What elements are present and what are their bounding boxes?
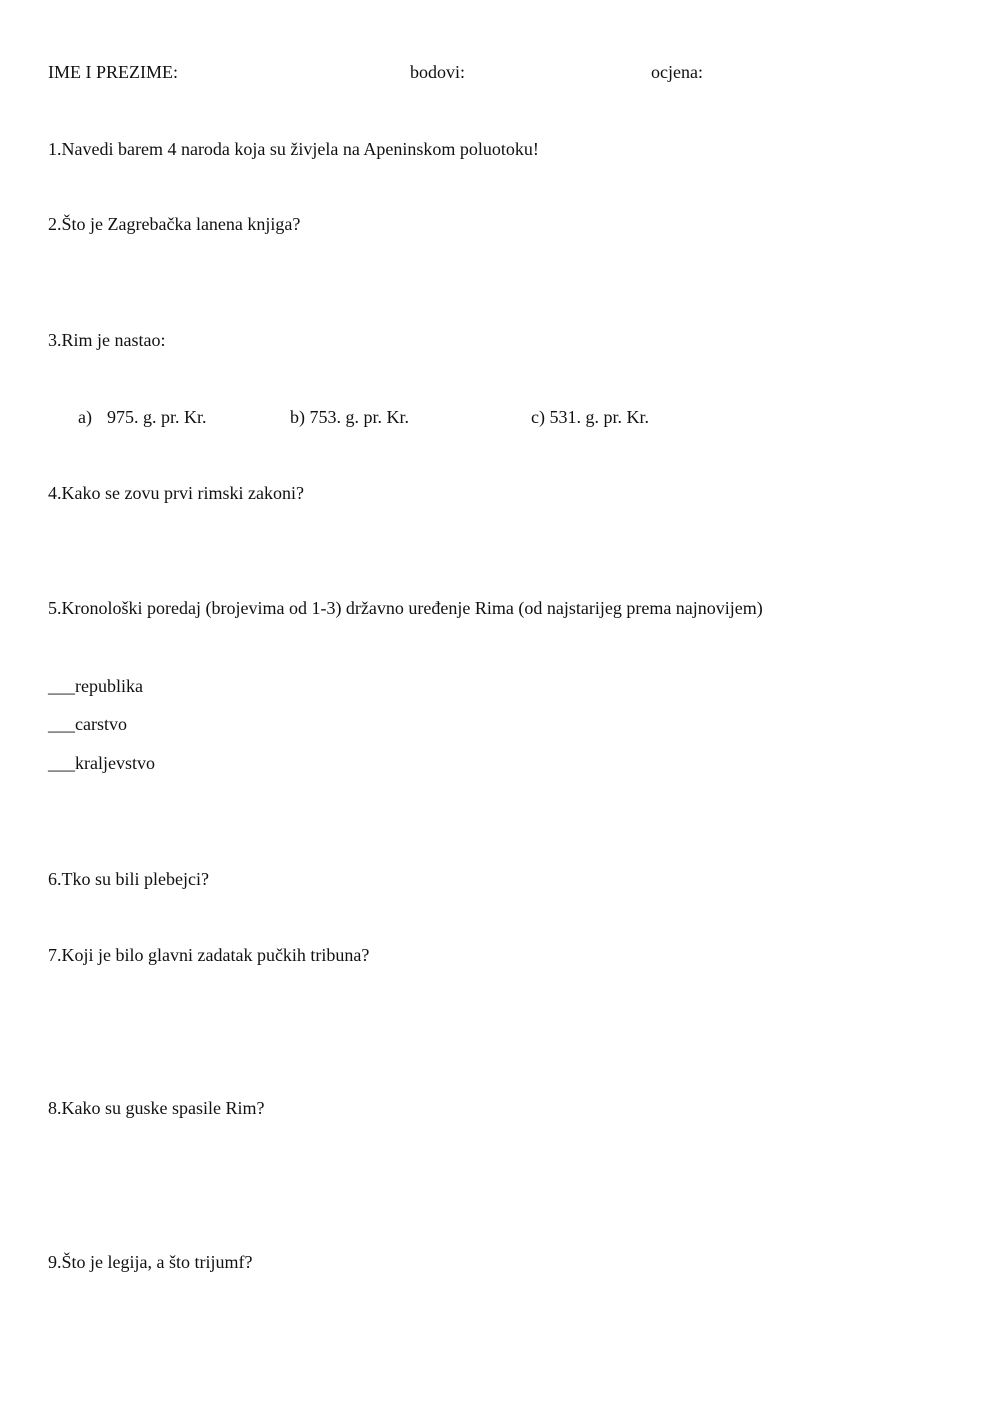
grade-label: ocjena: — [651, 62, 703, 82]
question-5: 5.Kronološki poredaj (brojevima od 1-3) državno uređenje Rima (od najstarijeg prema najnovijem) — [48, 598, 763, 618]
name-label: IME I PREZIME: — [48, 62, 178, 82]
question-2: 2.Što je Zagrebačka lanena knjiga? — [48, 214, 301, 234]
question-3: 3.Rim je nastao: — [48, 330, 166, 350]
order-item-carstvo: ___carstvo — [48, 714, 127, 734]
order-item-kraljevstvo: ___kraljevstvo — [48, 753, 155, 773]
question-8: 8.Kako su guske spasile Rim? — [48, 1098, 265, 1118]
option-c: c) 531. g. pr. Kr. — [531, 407, 649, 427]
option-b: b) 753. g. pr. Kr. — [290, 407, 409, 427]
option-a-text: 975. g. pr. Kr. — [107, 407, 207, 427]
question-1: 1.Navedi barem 4 naroda koja su živjela na Apeninskom poluotoku! — [48, 139, 539, 159]
points-label: bodovi: — [410, 62, 466, 82]
question-4: 4.Kako se zovu prvi rimski zakoni? — [48, 483, 304, 503]
order-item-republika: ___republika — [48, 676, 143, 696]
question-7: 7.Koji je bilo glavni zadatak pučkih tribuna? — [48, 945, 370, 965]
question-9: 9.Što je legija, a što trijumf? — [48, 1252, 253, 1272]
question-6: 6.Tko su bili plebejci? — [48, 869, 209, 889]
option-a-letter: a) — [78, 407, 92, 427]
